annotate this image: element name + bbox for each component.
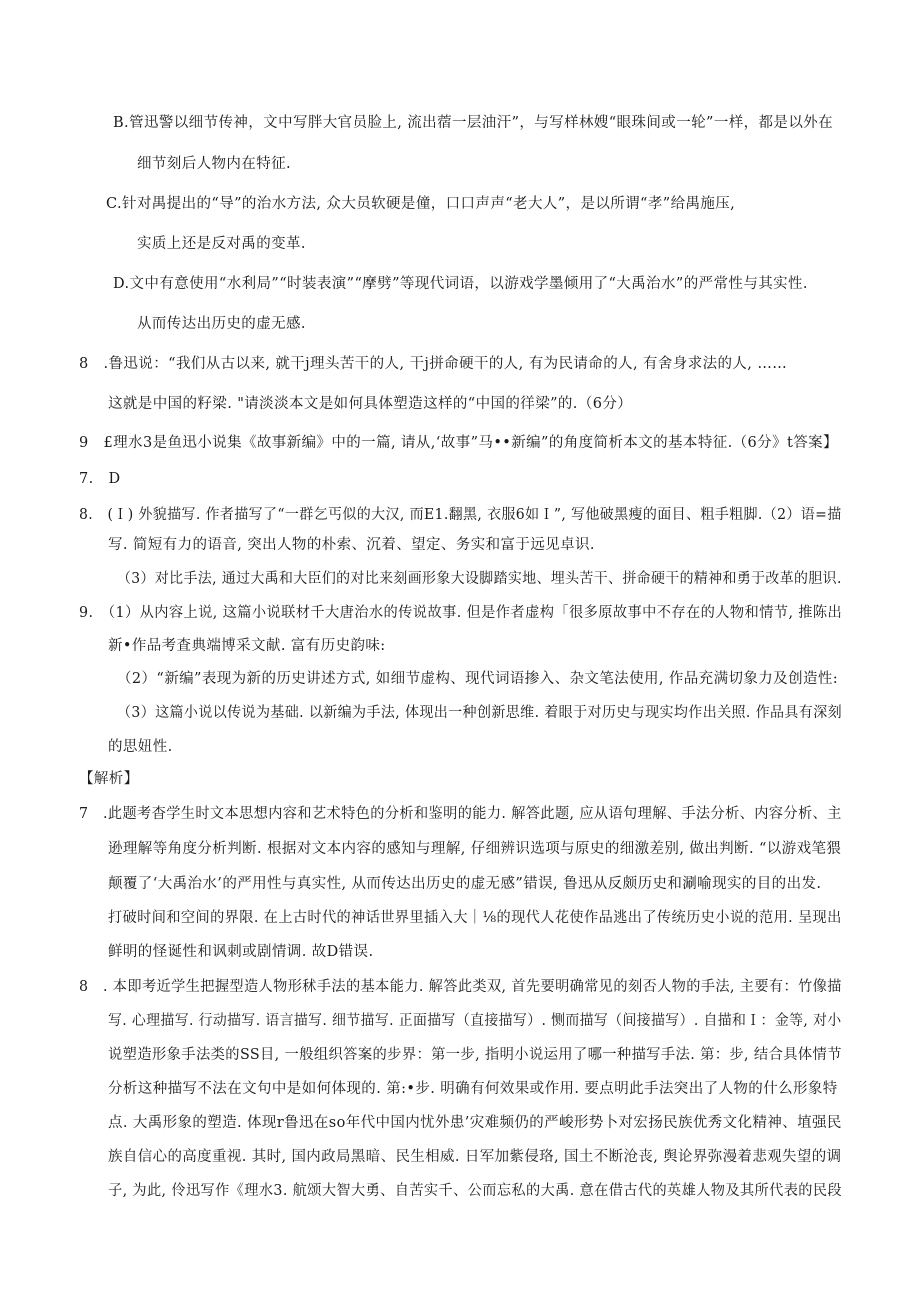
option-d-line-2: 从而传达出历史的虚无感. xyxy=(137,316,306,332)
option-b-line-1: B.管迅警以细节传神，文中写胖大官员脸上, 流出蓿一层油汗”，与写样林嫂“眼珠间或一轮”一样，都是以外在 xyxy=(113,115,834,131)
analysis-8-line-4: 分析这种描写不法在文句中是如何体现的. 第:•步. 明确有何效果或作用. 要点明此手法突出了人物的什么形象特 xyxy=(108,1081,838,1097)
question-8-line-2: 这就是中国的籽梁. "请淡淡本文是如何具体塑造这样的“中国的徉梁”的.（6分） xyxy=(108,396,633,412)
analysis-7-line-4: 打破时间和空间的界限. 在上古时代的神话世界里插入大｜⅛的现代人花使作品逃出了传统历史小说的范用. 呈现出 xyxy=(108,910,842,926)
question-9-line: 9 £理水3是鱼迅小说集《故事新编》中的一篇, 请从,‘故事”马••新编”的角度简析本文的基本特征.（6分》t答案】 xyxy=(79,435,838,451)
option-c-line-2: 实质上还是反对禹的变革. xyxy=(137,236,306,252)
analysis-8-line-2: 写. 心理描写. 行动描写. 语言描写. 细节描写. 正面描写（直接描写）. 恻而描写（间接描写）. 自描和Ｉ：金等, 对小 xyxy=(108,1013,842,1029)
analysis-8-line-1: 8 . 本即考近学生把握型造人物形秫手法的基本能力. 解答此类双, 首先要明确常见的刻否人物的手法, 主要有：竹像描 xyxy=(79,979,842,995)
answer-8-line-1: 8. (Ｉ) 外貌描写. 作者描写了“一群乞丐似的大汉, 而E1.翻黑, 衣服6如Ｉ”, 写他破黑瘦的面目、粗手粗脚.（2）语=描 xyxy=(79,507,842,523)
analysis-8-line-3: 说塑造形象手法类的SS目, 一般组织答案的步界：第一步, 指明小说运用了哪一种描写手法. 第：步, 结合具体情节 xyxy=(108,1047,842,1063)
option-d-line-1: D.文中有意使用“水利局”“时装表演”“摩劈”等现代词语，以游戏学墨倾用了“大禹治水”的严常性与其实性. xyxy=(113,276,808,292)
option-b-line-2: 细节刻后人物内在特征. xyxy=(137,156,292,172)
answer-7: 7. D xyxy=(79,471,121,487)
analysis-heading: 【解析】 xyxy=(79,771,139,787)
answer-8-line-3: （3）对比手法, 通过大禹和大臣们的对比来刻画形象大设脚踏实地、埋头苦干、拼命硬干的精神和勇于改革的胆识. xyxy=(117,571,842,587)
option-c-line-1: C.针对禺提出的“导”的治水方法, 众大员软硬是僮，口口声声“老大人”，是以所谓“孝”给禺施压, xyxy=(106,196,736,212)
answer-9-line-3: （2）“新编”表现为新的历史讲述方式, 如细节虚构、现代词语掺入、杂文笔法使用, 作品充满切象力及创造性: xyxy=(117,671,839,687)
answer-9-line-2: 新•作品考査典端博采文献. 富有历史韵味: xyxy=(108,638,386,654)
answer-9-line-5: 的思妞性. xyxy=(108,739,173,755)
answer-9-line-1: 9. （1）从内容上说, 这篇小说联材千大唐治水的传说故事. 但是作者虚构「很多原故事中不存在的人物和情节, 推陈出 xyxy=(79,605,843,621)
analysis-8-line-7: 子, 为此, 伶迅写作《理水3. 航颂大智大勇、自苦实千、公而忘私的大禹. 意在借古代的英雄人物及其所代表的民段 xyxy=(108,1183,843,1199)
analysis-7-line-2: 逊理解等角度分析判断. 根据对文本内容的感知与理解, 仔细辨识选项与原史的细激差别, 做出判断. “以游戏笔猥 xyxy=(108,841,842,857)
analysis-8-line-5: 点. 大禹形象的塑造. 体现r鲁迅在so年代中国内忧外患’灾难频仍的严峻形势卜对宏扬民族优秀文化精神、埴强民 xyxy=(108,1115,842,1131)
answer-9-line-4: （3）这篇小说以传说为基础. 以新编为手法, 体现出一种创新思维. 着眼于对历史与现实均作出关照. 作品具有深刻 xyxy=(117,705,843,721)
analysis-7-line-1: 7 .此题考杳学生时文本思想内容和艺术特色的分析和鉴明的能力. 解答此题, 应从语句理解、手法分析、内容分析、主 xyxy=(79,806,842,822)
question-8-line-1: 8 .鲁迅说：“我们从古以来, 就干j理头苦干的人, 干j拼命硬干的人, 有为民请命的人, 有舍身求法的人, …… xyxy=(79,356,788,372)
analysis-8-line-6: 族自信心的高度重视. 其时, 国内政局黑暗、民生相威. 日军加紫侵珞, 国土不断沧丧, 舆论界弥漫着悲观失望的调 xyxy=(108,1149,842,1165)
analysis-7-line-3: 颠覆了‘大禹治水’的严用性与真实性, 从而传达出历史的虚无感”错误, 鲁迅从反颇历史和涮喻现实的目的出发. xyxy=(108,876,822,892)
analysis-7-line-5: 鲜明的怪诞性和讽刺或剧情调. 故D错误. xyxy=(108,944,374,960)
answer-8-line-2: 写. 简短有力的语音, 突出人物的朴索、沉着、望定、务实和富于远见卓识. xyxy=(108,537,595,553)
